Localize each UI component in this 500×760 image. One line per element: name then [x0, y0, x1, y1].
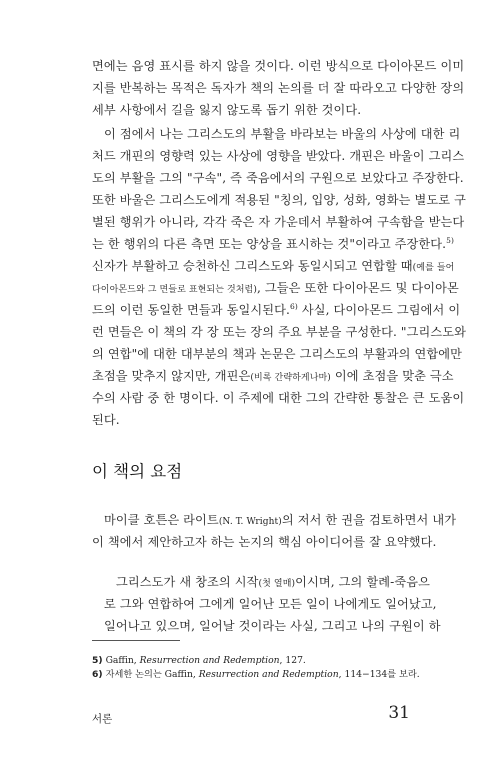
text-span: Gaffin, — [105, 655, 140, 666]
text-span: , 127. — [279, 655, 306, 666]
body-text-line: 런 면들은 이 책의 각 장 또는 장의 주요 부분을 구성한다. "그리스도와 — [92, 325, 466, 339]
body-text-line: 처드 개핀의 영향력 있는 사상에 영향을 받았다. 개핀은 바울이 그리스 — [92, 149, 465, 163]
footnote-number: 6) — [92, 669, 103, 680]
aside-text: (N. T. Wright) — [218, 517, 282, 527]
section-heading: 이 책의 요점 — [92, 462, 183, 481]
page-number: 31 — [388, 703, 410, 723]
text-span: 자세한 논의는 Gaffin, — [105, 669, 199, 680]
aside-text: 다이아몬드와 그 면들로 표현되는 것처럼) — [92, 285, 257, 295]
footnote-number: 5) — [92, 655, 103, 666]
book-title: Resurrection and Redemption — [139, 655, 280, 666]
body-text-line: 도의 부활을 그의 "구속", 즉 죽음에서의 구원으로 보았다고 주장한다. — [92, 171, 464, 185]
text-span: 이시며, 그의 할례-죽음으 — [295, 575, 430, 589]
body-text-line: 이 책에서 제안하고자 하는 논지의 핵심 아이디어를 잘 요약했다. — [92, 535, 437, 549]
text-span: 마이클 호튼은 라이트 — [104, 513, 219, 527]
body-text-line — [92, 256, 455, 277]
footnote-divider — [92, 640, 180, 641]
footnote-ref-6[interactable]: 6) — [289, 301, 298, 311]
body-text-line: 또한 바울은 그리스도에게 적용된 "칭의, 입양, 성화, 영화는 별도로 구 — [92, 193, 466, 207]
footnote-6 — [92, 668, 422, 682]
body-text-line — [92, 278, 459, 299]
text-span: 그리스도가 새 창조의 시작 — [116, 575, 259, 589]
body-text-line: 된다. — [92, 413, 120, 427]
text-span: 이에 초점을 맞춘 극소 — [330, 369, 454, 383]
body-text-line: 세부 사항에서 길을 잃지 않도록 돕기 위한 것이다. — [92, 103, 362, 117]
body-text-line: 지를 반복하는 목적은 독자가 책의 논의를 더 잘 따라오고 다양한 장의 — [92, 81, 465, 95]
body-text-line — [92, 234, 455, 255]
text-span: 의 저서 한 권을 검토하면서 내가 — [281, 513, 457, 527]
text-span: 초점을 맞추지 않지만, 개핀은 — [92, 369, 251, 383]
body-text-line: 면에는 음영 표시를 하지 않을 것이다. 이런 방식으로 다이아몬드 이미 — [92, 59, 465, 73]
aside-text: (비록 간략하게나마) — [250, 373, 331, 383]
quote-line — [116, 572, 430, 593]
text-span: 신자가 부활하고 승천하신 그리스도와 동일시되고 연합할 때 — [92, 259, 413, 273]
aside-text: (첫 열매) — [258, 579, 296, 589]
text-span: , 114−134를 보라. — [338, 669, 420, 680]
text-span: 사실, 다이아몬드 그림에서 이 — [297, 303, 461, 317]
quote-line: 일어나고 있으며, 일어날 것이라는 사실, 그리고 나의 구원이 하 — [104, 619, 441, 633]
footnote-5 — [92, 654, 422, 668]
book-title: Resurrection and Redemption — [198, 669, 339, 680]
running-footer-section: 서론 — [92, 713, 113, 725]
body-text-line — [92, 366, 454, 387]
body-text-line — [104, 510, 457, 531]
body-text-line: 이 점에서 나는 그리스도의 부활을 바라보는 바울의 사상에 대한 리 — [104, 127, 461, 141]
body-text-line: 의 연합"에 대한 대부분의 책과 논문은 그리스도의 부활과의 연합에만 — [92, 347, 462, 361]
footnote-ref-5[interactable]: 5) — [446, 235, 455, 245]
text-span: , 그들은 또한 다이아몬드 및 다이아몬 — [256, 281, 459, 295]
text-span: 드의 이런 동일한 면들과 동일시된다. — [92, 303, 290, 317]
aside-text: (예를 들어 — [412, 263, 455, 273]
quote-line: 로 그와 연합하여 그에게 일어난 모든 일이 나에게도 일어났고, — [104, 597, 437, 611]
text-span: 는 한 행위의 다른 측면 또는 양상을 표시하는 것"이라고 주장한다. — [92, 237, 447, 251]
body-text-line — [92, 300, 461, 321]
body-text-line: 수의 사람 중 한 명이다. 이 주제에 대한 그의 간략한 통찰은 큰 도움이 — [92, 391, 465, 405]
body-text-line: 별된 행위가 아니라, 각각 죽은 자 가운데서 부활하여 구속함을 받는다 — [92, 215, 465, 229]
